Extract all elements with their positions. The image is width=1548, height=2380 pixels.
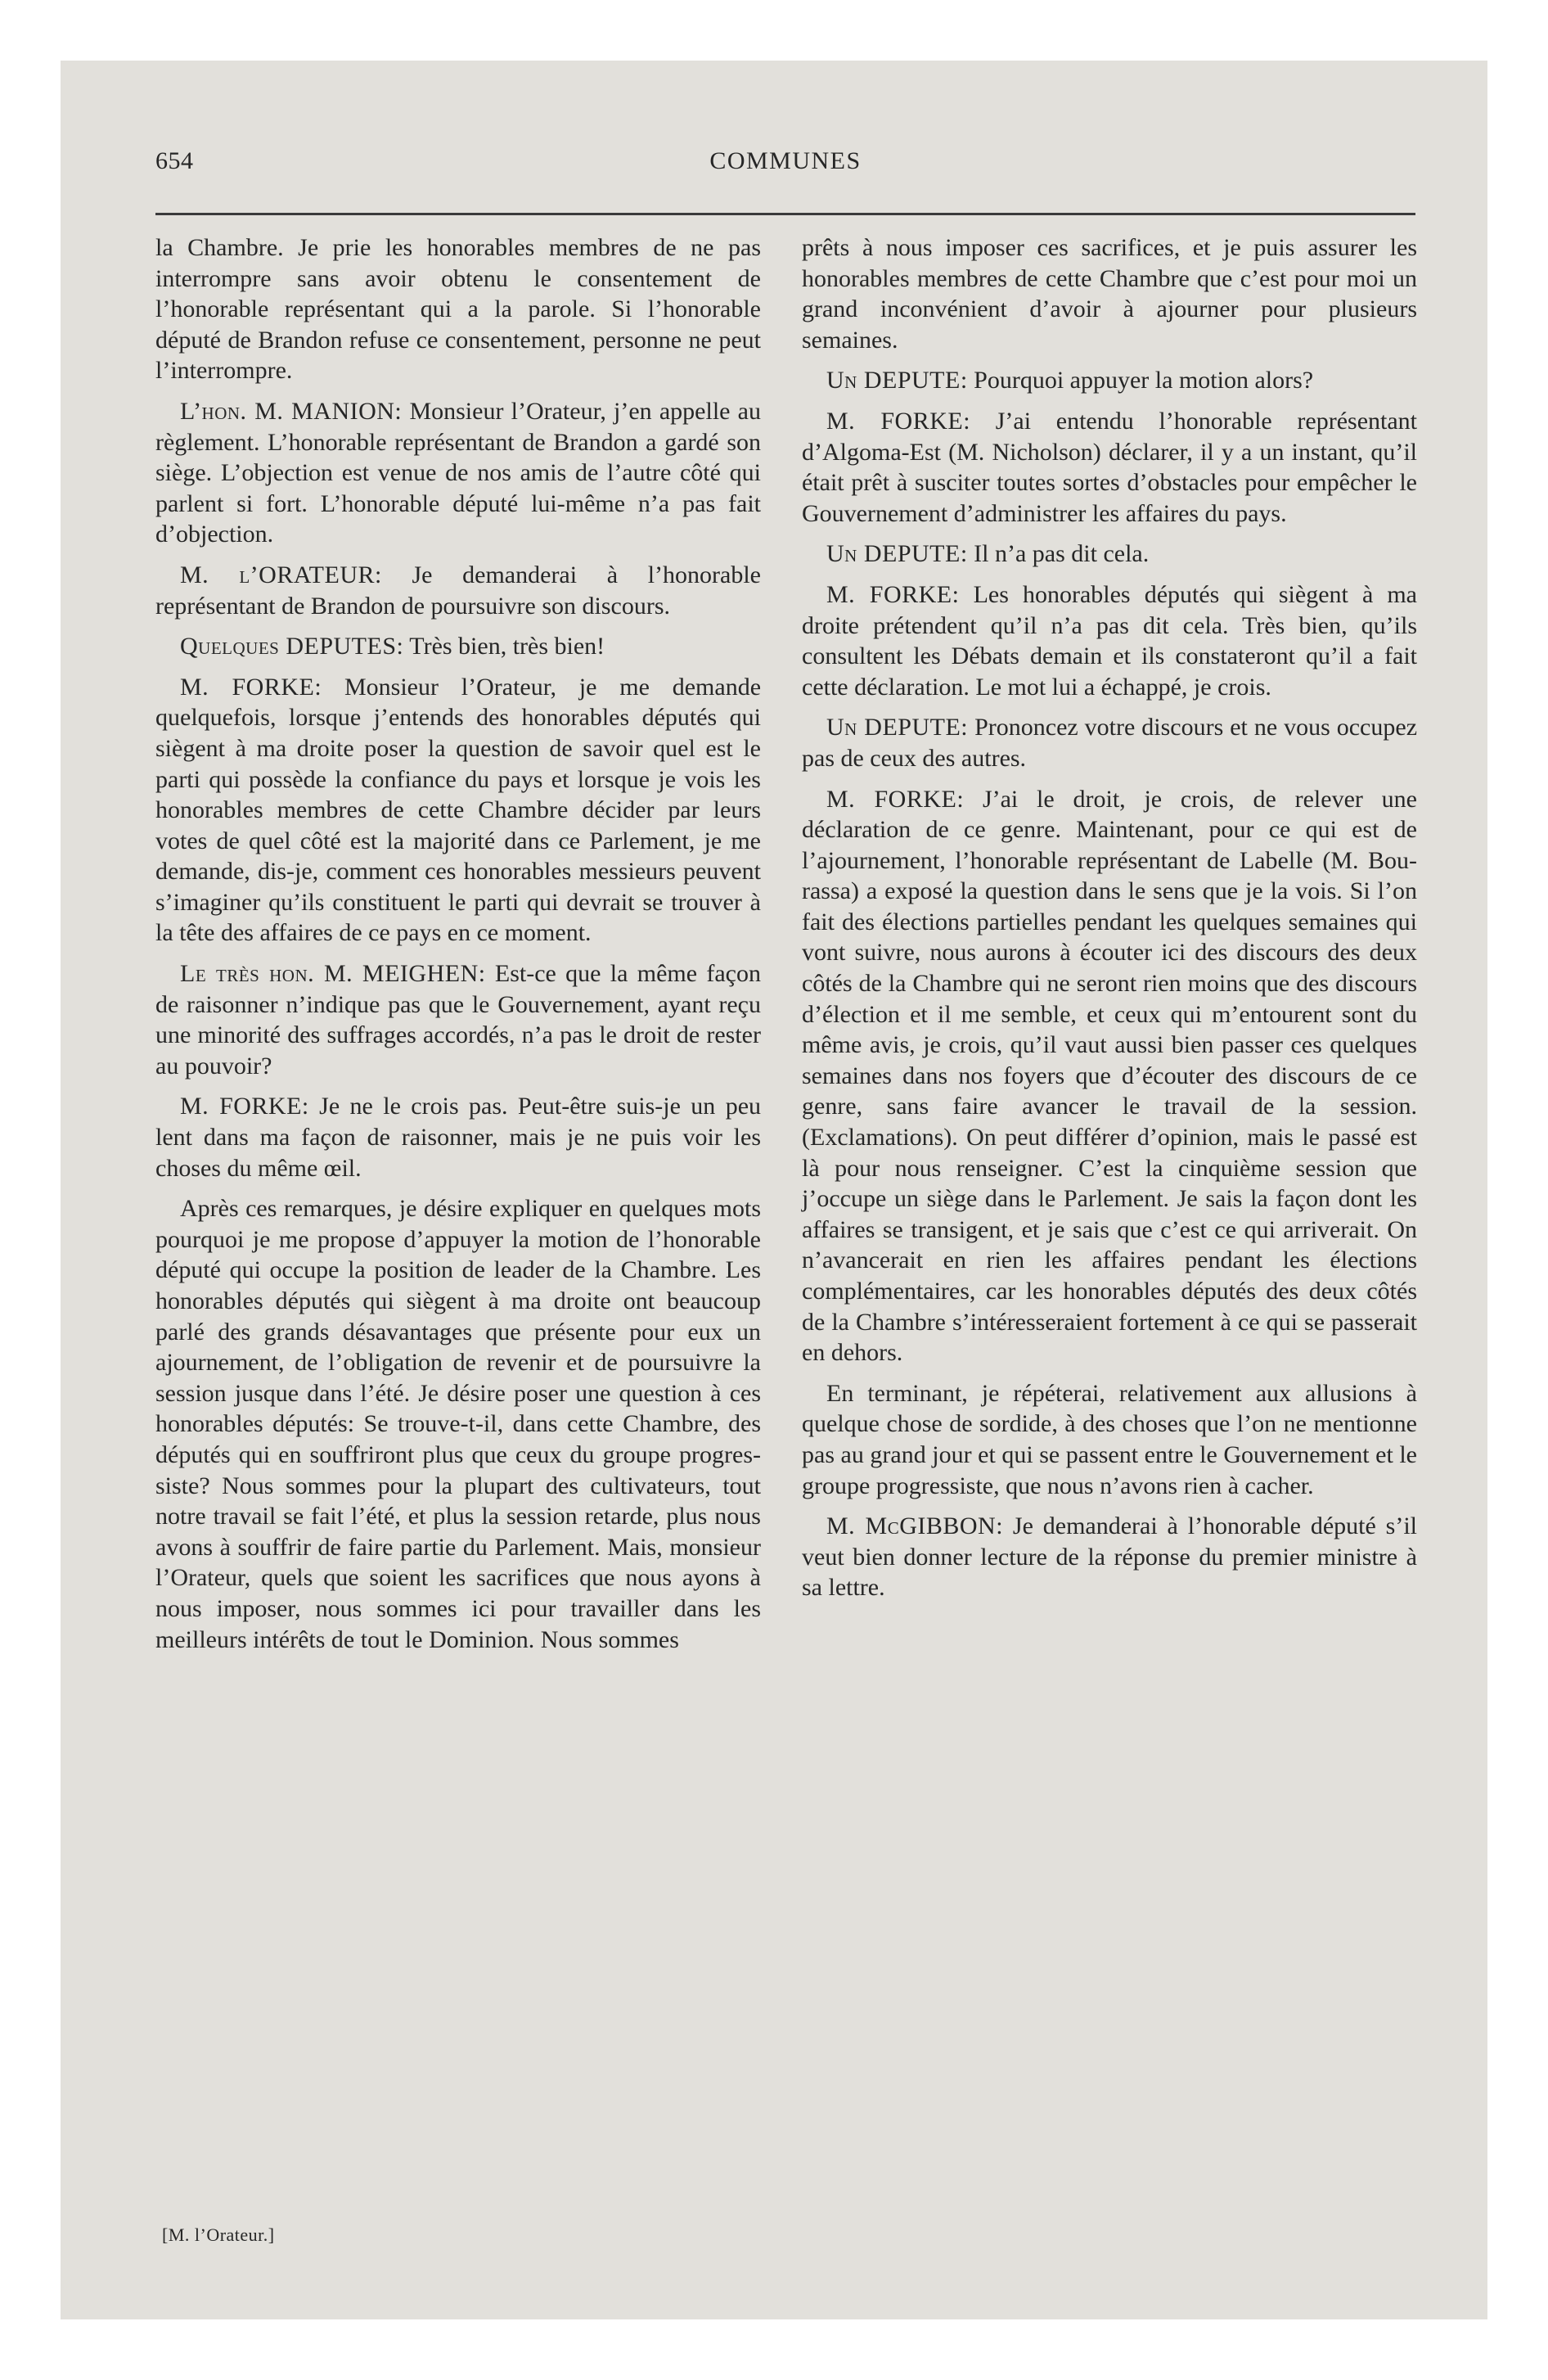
paragraph-text: En terminant, je répéterai, relativement aux allusions à quelque chose de sordide, à des choses que l’on ne mentionne pas au grand jour et qui se passent entre le Gouvernement et le groupe progressiste, que nous n’avons rien à cacher. [802, 1379, 1417, 1499]
page-header [155, 147, 1415, 192]
paragraph [802, 784, 1417, 1368]
document-page [155, 147, 1418, 2245]
paragraph [802, 579, 1417, 702]
speaker-name: M. McGIBBON: [826, 1512, 1004, 1540]
paragraph [155, 631, 761, 662]
paragraph [155, 1193, 761, 1655]
paragraph-text: Monsieur l’Orateur, j’en appelle au règlement. L’honorable représentant de Brandon a gardé son siège. L’objection est venue de nos amis de l’autre côté qui parlent si fort. L’honorable député lui-même n’a pas fait d’objection. [155, 397, 761, 548]
paragraph-text: Prononcez votre discours et ne vous occupez pas de ceux des autres. [802, 714, 1418, 772]
paragraph-text: Monsieur l’Orateur, je me demande quelquefois, lorsque j’entends des honorables députés qui siègent à ma droite poser la question de savoir quel est le parti qui possède la confiance du pays et lorsque je vois les honorables membres de cette Chambre décider par leurs votes de quel côté est la majorité dans ce Parlement, je me demande, dis-je, comment ces honorables messieurs peuvent s’imaginer qu’ils constituent le parti qui devrait se trouver à la tête des affaires de ce pays en ce moment. [155, 673, 762, 947]
paragraph [155, 672, 761, 949]
paragraph-text: Très bien, très bien! [403, 633, 605, 660]
speaker-name: Un DEPUTE: [826, 714, 969, 741]
paragraph [802, 712, 1417, 773]
speaker-name: L’hon. M. MANION: [180, 397, 403, 425]
paragraph-text: Les honorables députés qui siègent à ma droite prétendent qu’il n’a pas dit cela. Très bien, qu’ils consultent les Débats demain et ils constateront qu’il a fait cette déclaration. Le mot lui a échappé, je crois. [802, 580, 1418, 701]
speaker-name: Un DEPUTE: [826, 540, 968, 568]
paragraph [155, 560, 761, 621]
speaker-name: Un DEPUTE: [826, 367, 968, 394]
paragraph-text: J’ai le droit, je crois, de relever une déclaration de ce genre. Maintenant, pour ce qui est de l’ajournement, l’honorable représentant de Labelle (M. Bourassa) a exposé la question dans le sens que je la vois. Si l’on fait des élections partielles pendant les quelques semaines qui vont suivre, nous aurons à écouter ici des discours des deux côtés de la Chambre qui ne seront rien moins que des discours d’élection et il me semble, et ceux qui m’entourent sont du même avis, je crois, qu’il vaut aussi bien passer ces quelques semaines dans nos foyers que d’écouter des discours de ce genre, sans faire avancer le travail de la session. (Exclamations). On peut différer d’opinion, mais le passé est là pour nous renseigner. C’est la cinquième session que j’occupe un siège dans le Parlement. Je sais la façon dont les affaires se transigent, et je sais que c’est ce qui arriverait. On n’avancerait en rien les affaires pendant les élections complémentaires, car les honorables députés des deux côtés de la Chambre s’intéresseraient fortement à ce qui se passerait en dehors. [802, 785, 1418, 1367]
paragraph [802, 232, 1417, 355]
paragraph [155, 1091, 761, 1183]
paragraph [155, 232, 761, 386]
speaker-name: M. FORKE: [180, 1093, 309, 1120]
running-head-title: COMMUNES [709, 147, 862, 174]
paragraph [802, 1378, 1417, 1501]
paragraph [155, 396, 761, 550]
header-rule [155, 213, 1415, 215]
paragraph-text: Il n’a pas dit cela. [967, 540, 1150, 568]
footnote: [M. l’Orateur.] [162, 2224, 275, 2245]
paragraph-text: Je demanderai à l’honorable représentant de Brandon de poursuivre son discours. [155, 561, 762, 620]
paragraph-text: Après ces remarques, je désire expliquer en quelques mots pourquoi je me propose d’appuyer la motion de l’honorable député qui occupe la position de leader de la Chambre. Les honorables députés qui siègent à ma droite ont beaucoup parlé des grands désavantages que présente pour eux un ajournement, de l’obligation de revenir et de poursuivre la session jusque dans l’été. Je désire poser une question à ces honorables députés: Se trouve-t-il, dans cette Chambre, des députés qui en souffriront plus que ceux du groupe progressiste? Nous sommes pour la plupart des cultivateurs, tout notre travail se fait l’été, et plus la session retarde, plus nous avons à souffrir de faire partie du Parlement. Mais, monsieur l’Orateur, quels que soient les sacrifices que nous ayons à nous imposer, nous sommes ici pour travailler dans les meilleurs intérêts de tout le Dominion. Nous sommes [155, 1195, 761, 1653]
paragraph-text: J’ai entendu l’honorable représentant d’Algoma-Est (M. Nicholson) déclarer, il y a un instant, qu’il était prêt à susciter toutes sortes d’obstacles pour empêcher le Gouvernement d’administrer les affaires du pays. [802, 407, 1417, 527]
speaker-name: M. FORKE: [826, 407, 971, 435]
speaker-name: Le très hon. M. MEIGHEN: [180, 960, 486, 988]
paragraph-text: Je ne le crois pas. Peut-être suis-je un peu lent dans ma façon de raisonner, mais je ne puis voir les choses du même œil. [155, 1093, 762, 1182]
left-column [155, 232, 761, 1665]
paragraph-text: Je demanderai à l’honorable député s’il veut bien donner lecture de la réponse du premier ministre à sa lettre. [802, 1512, 1418, 1602]
paragraph-text: Pourquoi appuyer la motion alors? [967, 367, 1314, 394]
speaker-name: Quelques DEPUTES: [180, 633, 404, 660]
paragraph [802, 539, 1417, 570]
right-column [802, 232, 1417, 1613]
speaker-name: M. FORKE: [826, 580, 960, 608]
paragraph [802, 406, 1417, 529]
speaker-name: M. FORKE: [180, 673, 322, 701]
paragraph-text: prêts à nous imposer ces sacrifices, et je puis assurer les honorables membres de cette Chambre que c’est pour moi un grand inconvénient d’avoir à ajourner pour plusieurs semaines. [802, 234, 1417, 354]
speaker-name: M. l’ORATEUR: [180, 561, 382, 588]
paragraph [802, 365, 1417, 396]
paragraph-text: la Chambre. Je prie les honorables membres de ne pas interrompre sans avoir obtenu le consentement de l’honorable représentant qui a la parole. Si l’honorable député de Brandon refuse ce consentement, personne ne peut l’interrompre. [155, 234, 761, 385]
paragraph-text: Est-ce que la même façon de raisonner n’indique pas que le Gouvernement, ayant reçu une minorité des suffrages accordés, n’a pas le droit de rester au pouvoir? [155, 960, 762, 1080]
speaker-name: M. FORKE: [826, 785, 965, 813]
paragraph [802, 1511, 1417, 1603]
page-number: 654 [155, 147, 194, 174]
paragraph [155, 958, 761, 1081]
